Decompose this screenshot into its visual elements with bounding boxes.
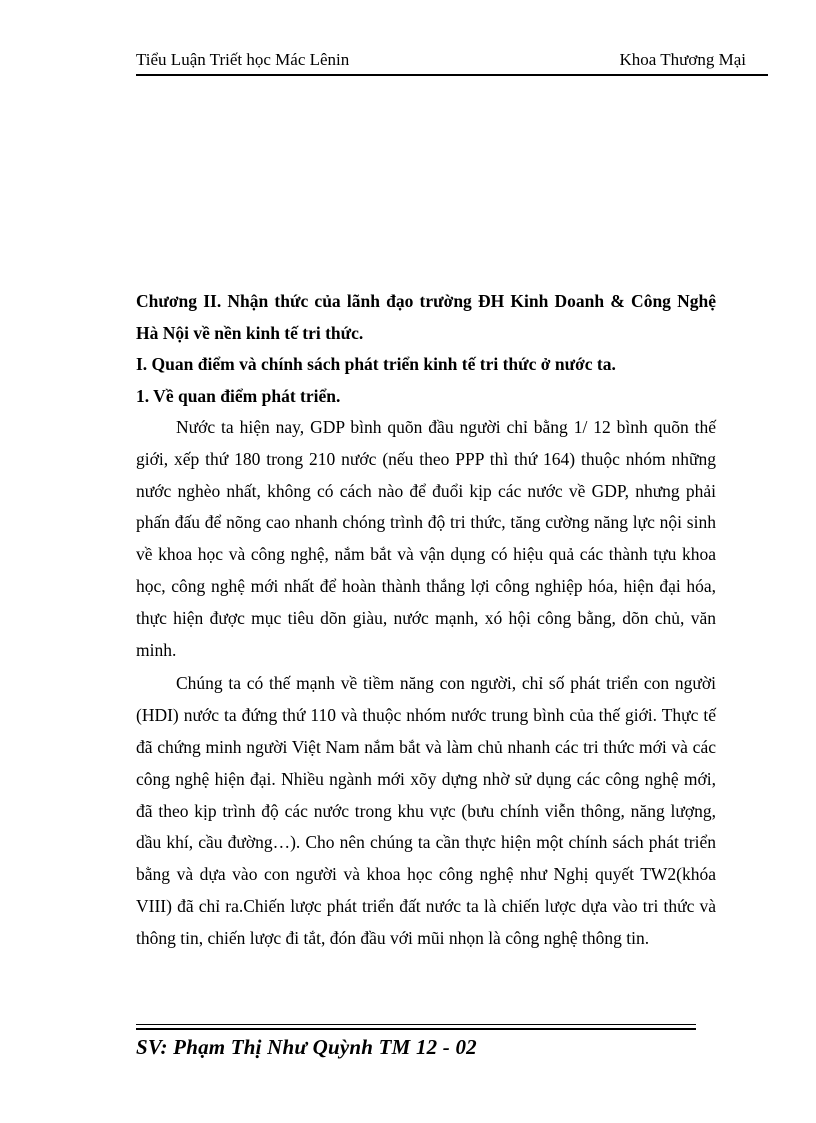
footer-student-name: SV: Phạm Thị Như Quỳnh TM 12 - 02	[136, 1035, 477, 1059]
page-header	[136, 50, 768, 76]
body-paragraph: Chúng ta có thế mạnh về tiềm năng con người, chỉ số phát triển con người (HDI) nước ta đứng thứ 110 và thuộc nhóm nước trung bình của thế giới. Thực tế đã chứng minh người Việt Nam nắm bắt và làm chủ nhanh các tri thức mới và các công nghệ hiện đại. Nhiều ngành mới xõy dựng nhờ sử dụng các công nghệ mới, đã theo kịp trình độ các nước trong khu vực (bưu chính viễn thông, năng lượng, dầu khí, cầu đường…). Cho nên chúng ta cần thực hiện một chính sách phát triển bằng và dựa vào con người và khoa học công nghệ như Nghị quyết TW2(khóa VIII) đã chỉ ra.Chiến lược phát triển đất nước ta là chiến lược dựa vào tri thức và thông tin, chiến lược đi tắt, đón đầu với mũi nhọn là công nghệ thông tin.	[136, 673, 716, 948]
chapter-title: Chương II. Nhận thức của lãnh đạo trường ĐH Kinh Doanh & Công Nghệ Hà Nội về nền kinh tế tri thức.	[136, 291, 716, 343]
footer-rule-thin	[136, 1024, 696, 1025]
header-course-title: Tiểu Luận Triết học Mác Lênin	[136, 50, 350, 69]
footer-rule-thick	[136, 1028, 696, 1030]
page-body	[136, 286, 716, 955]
header-faculty: Khoa Thương Mại	[619, 50, 746, 69]
subsection-title: 1. Về quan điểm phát triển.	[136, 385, 341, 406]
section-title: I. Quan điểm và chính sách phát triển kinh tế tri thức ở nước ta.	[136, 354, 616, 374]
body-paragraph: Nước ta hiện nay, GDP bình quõn đầu người chỉ bằng 1/ 12 bình quõn thế giới, xếp thứ 180 trong 210 nước (nếu theo PPP thì thứ 164) thuộc nhóm những nước nghèo nhất, không có cách nào để đuổi kịp các nước về GDP, nhưng phải phấn đấu để nõng cao nhanh chóng trình độ tri thức, tăng cường năng lực nội sinh về khoa học và công nghệ, nắm bắt và vận dụng có hiệu quả các thành tựu khoa học, công nghệ mới nhất để hoàn thành thắng lợi công nghiệp hóa, hiện đại hóa, thực hiện được mục tiêu dõn giàu, nước mạnh, xó hội công bằng, dõn chủ, văn minh.	[136, 417, 716, 660]
